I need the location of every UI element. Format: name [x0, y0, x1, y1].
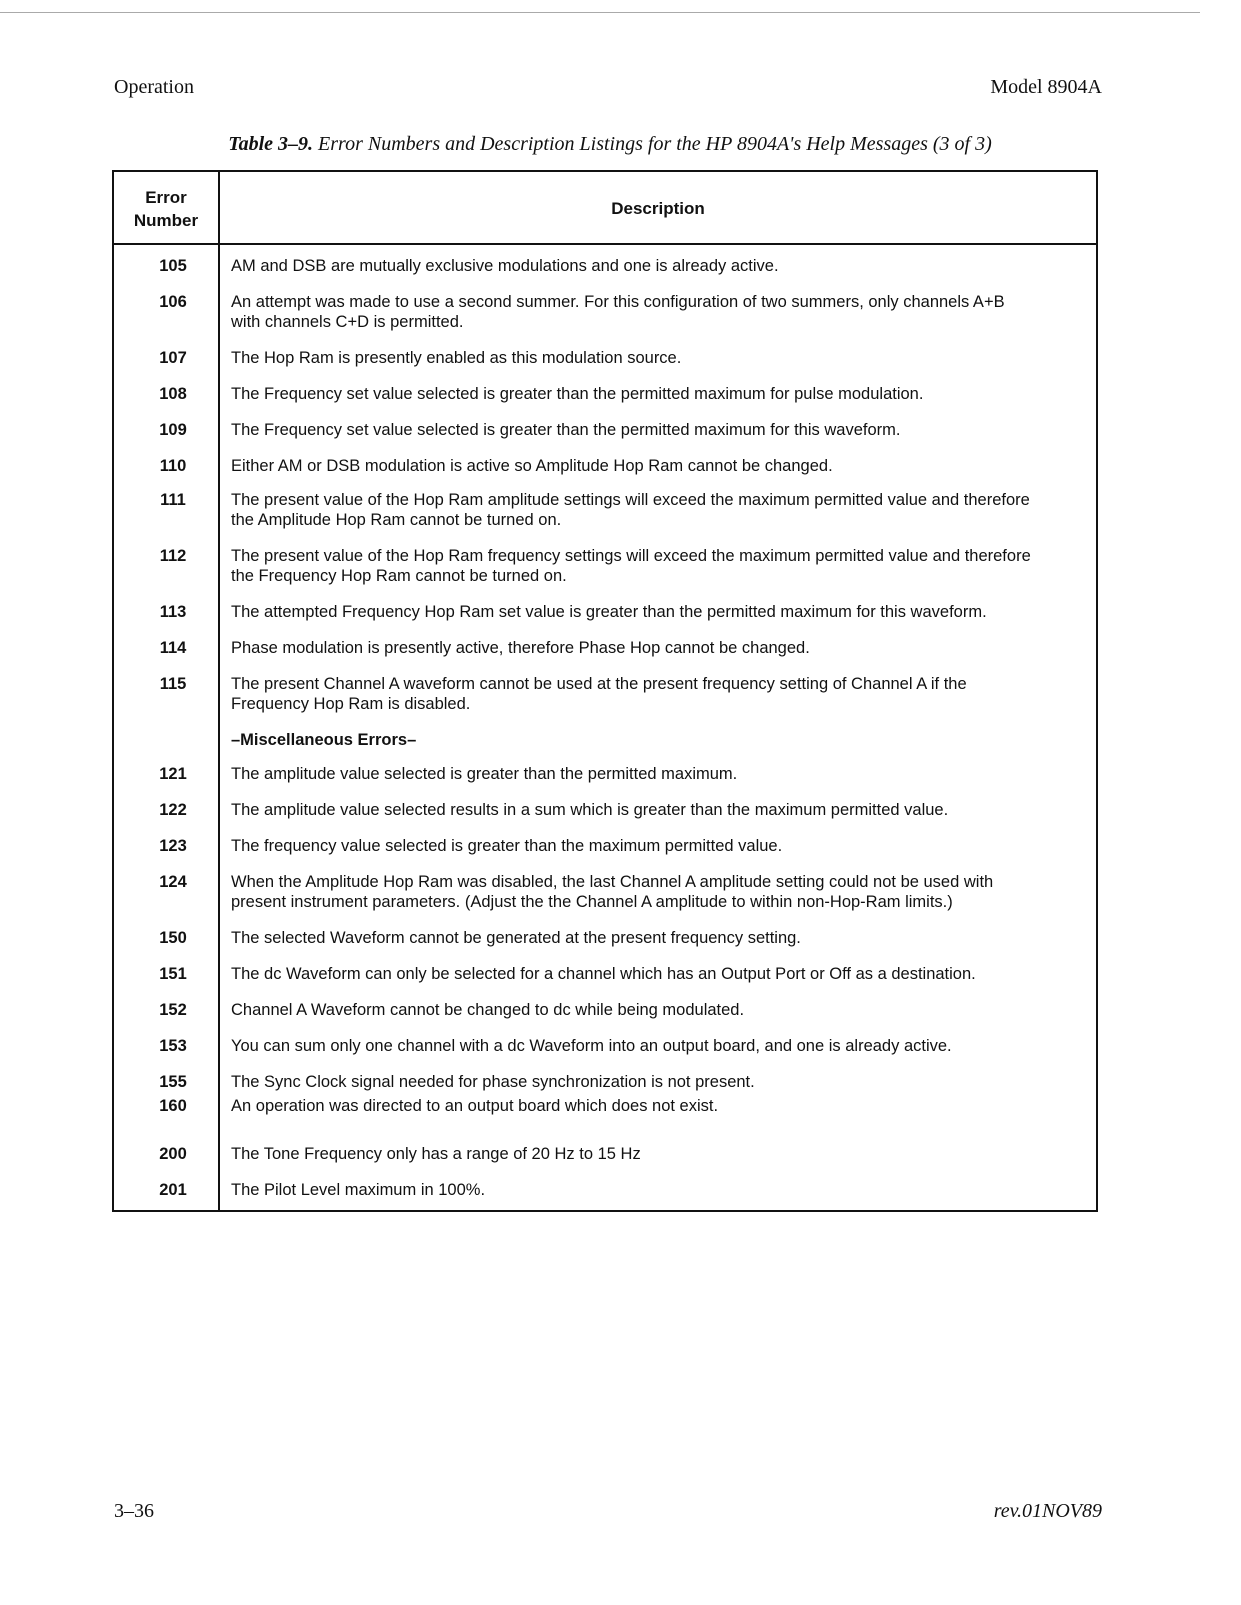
error-number: 114: [159, 639, 187, 657]
running-header-model: Model 8904A: [990, 76, 1102, 98]
error-number: 112: [159, 547, 187, 565]
error-description: [231, 800, 1097, 820]
error-description: [231, 1180, 1097, 1200]
description-line: –Miscellaneous Errors–: [231, 731, 417, 749]
description-line: The selected Waveform cannot be generated at the present frequency setting.: [231, 929, 801, 947]
description-line: Channel A Waveform cannot be changed to dc while being modulated.: [231, 1001, 745, 1019]
error-number: 121: [159, 765, 187, 783]
description-line: The dc Waveform can only be selected for a channel which has an Output Port or Off as a destination.: [231, 965, 976, 983]
description-line: The Tone Frequency only has a range of 20 Hz to 15 Hz: [231, 1145, 641, 1163]
error-number: 155: [159, 1073, 187, 1091]
error-number: 160: [159, 1097, 187, 1115]
description-line: Phase modulation is presently active, therefore Phase Hop cannot be changed.: [231, 639, 810, 657]
description-line: the Amplitude Hop Ram cannot be turned on.: [231, 511, 562, 529]
error-number: 105: [159, 257, 187, 275]
error-number: 152: [159, 1001, 187, 1019]
error-description: [231, 638, 1097, 658]
error-description: [231, 602, 1097, 622]
description-line: You can sum only one channel with a dc Waveform into an output board, and one is already active.: [231, 1037, 952, 1055]
column-header-error-number: [114, 186, 218, 232]
top-rule: [0, 12, 1200, 13]
error-description: [231, 928, 1097, 948]
error-number: 107: [159, 349, 187, 367]
description-line: An attempt was made to use a second summer. For this configuration of two summers, only channels A+B: [231, 293, 1005, 311]
description-line: The present value of the Hop Ram amplitude settings will exceed the maximum permitted value and therefore: [231, 491, 1030, 509]
description-line: The present Channel A waveform cannot be used at the present frequency setting of Channel A if the: [231, 675, 967, 693]
error-number: 106: [159, 293, 187, 311]
description-line: The Sync Clock signal needed for phase synchronization is not present.: [231, 1073, 755, 1091]
error-description: [231, 1144, 1097, 1164]
error-description: [231, 1072, 1097, 1092]
description-line: The present value of the Hop Ram frequency settings will exceed the maximum permitted value and therefore: [231, 547, 1031, 565]
header-divider: [114, 243, 1096, 245]
error-number: 109: [159, 421, 187, 439]
error-description: [231, 674, 1097, 714]
error-description: [231, 836, 1097, 856]
error-number: 124: [159, 873, 187, 891]
column-header-description: Description: [611, 199, 705, 218]
description-line: The frequency value selected is greater than the maximum permitted value.: [231, 837, 783, 855]
error-number: 200: [159, 1145, 187, 1163]
description-line: When the Amplitude Hop Ram was disabled, the last Channel A amplitude setting could not be used with: [231, 873, 994, 891]
error-number: 111: [160, 491, 186, 509]
error-description: [231, 256, 1097, 276]
error-description: [231, 964, 1097, 984]
error-description: [231, 420, 1097, 440]
error-description: [231, 764, 1097, 784]
error-description: [231, 490, 1097, 530]
error-description: [231, 292, 1097, 332]
description-line: with channels C+D is permitted.: [231, 313, 464, 331]
description-line: An operation was directed to an output board which does not exist.: [231, 1097, 719, 1115]
error-number: 123: [159, 837, 187, 855]
description-line: The Frequency set value selected is greater than the permitted maximum for pulse modulation.: [231, 385, 924, 403]
error-description: [231, 872, 1097, 912]
error-number: 115: [159, 675, 187, 693]
page-number: 3–36: [114, 1500, 154, 1522]
error-table: [112, 170, 1098, 1212]
error-description: [231, 1036, 1097, 1056]
section-heading: [231, 730, 1097, 750]
description-line: The Pilot Level maximum in 100%.: [231, 1181, 486, 1199]
error-description: [231, 546, 1097, 586]
description-line: the Frequency Hop Ram cannot be turned on.: [231, 567, 567, 585]
revision-date: rev.01NOV89: [993, 1500, 1102, 1522]
error-number: 110: [159, 457, 187, 475]
error-number: 122: [159, 801, 187, 819]
description-line: Either AM or DSB modulation is active so Amplitude Hop Ram cannot be changed.: [231, 457, 833, 475]
error-description: [231, 384, 1097, 404]
description-line: present instrument parameters. (Adjust the the Channel A amplitude to within non-Hop-Ram limits.): [231, 893, 953, 911]
error-number: 113: [159, 603, 187, 621]
table-caption-text: Error Numbers and Description Listings for the HP 8904A's Help Messages (3 of 3): [318, 133, 992, 155]
description-line: The amplitude value selected is greater than the permitted maximum.: [231, 765, 738, 783]
column-header-error-number-line1: Error: [145, 188, 187, 207]
error-description: [231, 1000, 1097, 1020]
description-line: Frequency Hop Ram is disabled.: [231, 695, 471, 713]
running-header-section: Operation: [114, 76, 194, 98]
description-line: The amplitude value selected results in a sum which is greater than the maximum permitted value.: [231, 801, 949, 819]
table-caption-label: Table 3–9.: [228, 133, 314, 155]
description-line: The attempted Frequency Hop Ram set value is greater than the permitted maximum for this waveform.: [231, 603, 987, 621]
description-line: AM and DSB are mutually exclusive modulations and one is already active.: [231, 257, 779, 275]
error-number: 201: [159, 1181, 187, 1199]
error-number: 150: [159, 929, 187, 947]
table-caption: [110, 133, 1110, 156]
error-number: 151: [159, 965, 187, 983]
error-description: [231, 348, 1097, 368]
column-header-error-number-line2: Number: [133, 211, 199, 230]
description-line: The Frequency set value selected is greater than the permitted maximum for this waveform.: [231, 421, 901, 439]
error-number: 153: [159, 1037, 187, 1055]
error-description: [231, 1096, 1097, 1116]
description-line: The Hop Ram is presently enabled as this modulation source.: [231, 349, 682, 367]
error-description: [231, 456, 1097, 476]
error-number: 108: [159, 385, 187, 403]
